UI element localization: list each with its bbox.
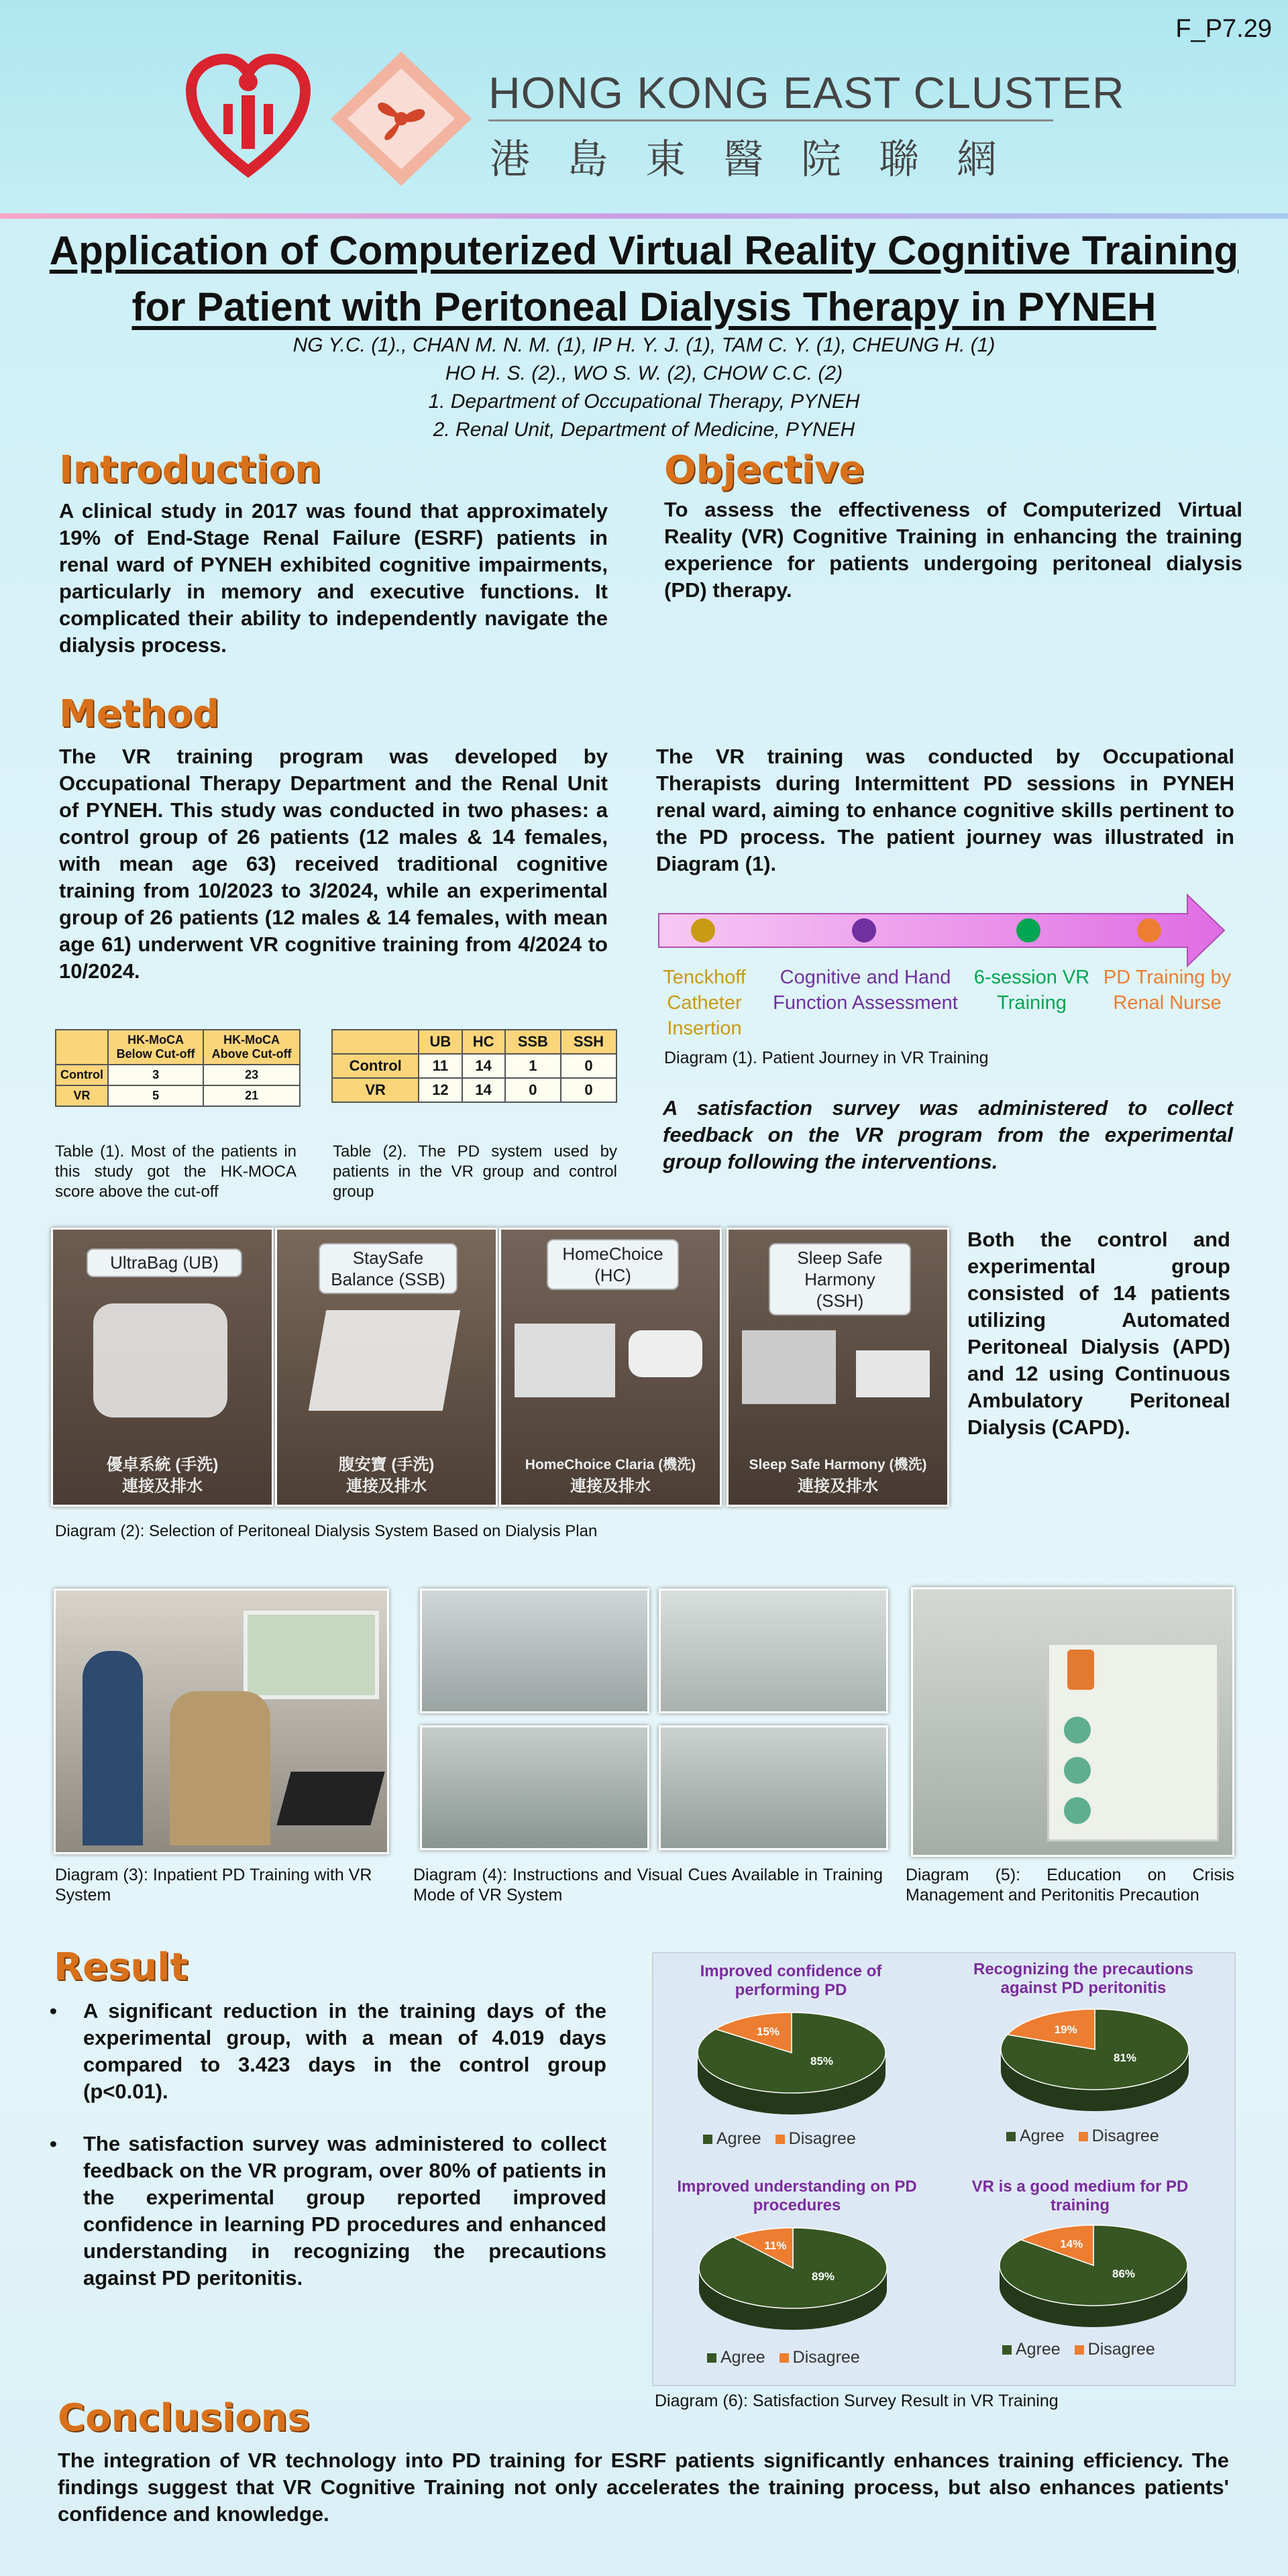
diagram6-caption: Diagram (6): Satisfaction Survey Result in VR Training (655, 2392, 1059, 2410)
option-a-icon (1064, 1717, 1091, 1743)
pie-label-agree: 81% (1113, 2051, 1137, 2064)
legend-disagree: Disagree (1091, 2127, 1159, 2145)
photo-inpatient-training (54, 1589, 389, 1854)
journey-step-4: PD Training by Renal Nurse (1103, 967, 1232, 1014)
survey-text: A satisfaction survey was administered to collect feedback on the VR program from the experimental group following the interventions. (663, 1096, 1233, 1173)
warning-icon (1067, 1650, 1094, 1690)
pie-label-agree: 86% (1112, 2267, 1136, 2280)
pie-chart-4 (986, 2215, 1201, 2336)
table2-header (332, 1030, 419, 1054)
journey-dot-3 (1016, 918, 1040, 943)
result-bullet-1 (50, 1998, 606, 2105)
objective-text: To assess the effectiveness of Computerized Virtual Reality (VR) Cognitive Training in enhancing the training experience for patients undergoing peritoneal dialysis (PD) therapy. (664, 498, 1242, 602)
journey-step-1: Tenckhoff Catheter Insertion (663, 967, 746, 1039)
introduction-text: A clinical study in 2017 was found that approximately 19% of End-Stage Renal Failure (ESRF) patients in renal ward of PYNEH exhibited cognitive impairments, particularly in memory and executive functions. It complicated their ability to independently navigate the dialysis process. (59, 499, 608, 657)
table2-cell: 1 (505, 1054, 561, 1078)
pie-chart-1 (684, 2002, 899, 2123)
system-label: UltraBag (UB) (87, 1248, 242, 1277)
therapist-illustration (83, 1651, 143, 1845)
result-bullet-2-text: The satisfaction survey was administered to collect feedback on the VR program, over 80% of patients in the experimental group reported improved confidence in learning PD procedures and enhanced understanding in recognizing the precautions against PD peritonitis. (83, 2132, 606, 2290)
photo-ultrabag (51, 1228, 274, 1507)
hkec-diamond-logo-icon (327, 48, 475, 189)
pie-4-legend (1002, 2340, 1155, 2359)
disagree-swatch (775, 2135, 785, 2144)
photo-sleepsafe (727, 1228, 949, 1507)
table2-header: UB (419, 1030, 462, 1054)
method-heading: Method (59, 692, 219, 736)
patient-illustration (170, 1691, 270, 1845)
system-zh-2: 連接及排水 (798, 1477, 878, 1495)
table2-cell: 14 (462, 1078, 505, 1102)
journey-caption: Diagram (1). Patient Journey in VR Training (664, 1049, 989, 1067)
pie-3-title: Improved understanding on PD procedures (677, 2178, 917, 2214)
systems-caption: Diagram (2): Selection of Peritoneal Dialysis System Based on Dialysis Plan (55, 1522, 598, 1540)
introduction-heading: Introduction (59, 448, 322, 492)
table1-cell: 23 (203, 1065, 300, 1085)
cluster-name-en: HONG KONG EAST CLUSTER (488, 68, 1125, 117)
bag-illustration (856, 1350, 930, 1397)
pie-1-legend (703, 2129, 856, 2149)
pie-label-agree: 89% (811, 2270, 835, 2283)
authors-line-1: NG Y.C. (1)., CHAN M. N. M. (1), IP H. Y. J. (1), TAM C. Y. (1), CHEUNG H. (1) (292, 334, 996, 356)
photo-vr-cue-2 (659, 1589, 888, 1713)
photo-crisis-education (911, 1587, 1234, 1857)
title-line-1: Application of Computerized Virtual Reality Cognitive Training (49, 228, 1239, 273)
table2-cell: Control (332, 1054, 419, 1078)
photo-vr-cue-4 (659, 1725, 888, 1850)
legend-agree: Agree (1020, 2127, 1065, 2145)
table2-cell: 11 (419, 1054, 462, 1078)
conclusions-heading: Conclusions (58, 2396, 310, 2440)
system-label: StaySafe Balance (SSB) (319, 1243, 458, 1294)
table2-cell: 0 (561, 1054, 616, 1078)
window-illustration (244, 1611, 379, 1699)
table1-cell: Control (56, 1065, 108, 1085)
table2-cell: 14 (462, 1054, 505, 1078)
system-label: Sleep Safe Harmony (SSH) (769, 1243, 911, 1316)
legend-disagree: Disagree (792, 2348, 860, 2367)
result-bullet-2 (50, 2131, 606, 2292)
pie-label-disagree: 14% (1060, 2237, 1083, 2251)
table-1 (55, 1029, 301, 1107)
table2-header: HC (462, 1030, 505, 1054)
table2-cell: 12 (419, 1078, 462, 1102)
method-text-left: The VR training program was developed by Occupational Therapy Department and the Renal Unit of PYNEH. This study was conducted in two phases: a control group of 26 patients (12 males & 14 females, with mean age 63) received traditional cognitive training from 10/2023 to 3/2024, while an experimental group of 26 patients (12 males & 14 females, with mean age 61) underwent VR cognitive training from 4/2024 to 10/2024. (59, 745, 608, 983)
pie-2-title: Recognizing the precautions against PD peritonitis (973, 1960, 1194, 1997)
system-zh-2: 連接及排水 (122, 1477, 203, 1495)
photo-homechoice (499, 1228, 722, 1507)
pie-label-disagree: 19% (1054, 2023, 1077, 2037)
authors-line-2: HO H. S. (2)., WO S. W. (2), CHOW C.C. (2) (445, 362, 843, 384)
machine-illustration (515, 1324, 615, 1397)
machine-illustration (742, 1330, 836, 1404)
option-c-icon (1064, 1797, 1091, 1824)
authors-block (0, 331, 1288, 444)
system-zh-1: 優卓系統 (手洗) (106, 1456, 219, 1474)
conclusions-text: The integration of VR technology into PD training for ESRF patients significantly enhances training efficiency. The findings suggest that VR Cognitive Training not only accelerates the training process, but also enhances patients' confidence and knowledge. (58, 2449, 1229, 2526)
title-line-2: for Patient with Peritoneal Dialysis Therapy in PYNEH (131, 284, 1157, 329)
table1-cell: 5 (108, 1085, 203, 1106)
apd-text: Both the control and experimental group consisted of 14 patients utilizing Automated Peritoneal Dialysis (APD) and 12 using Continuous Ambulatory Peritoneal Dialysis (CAPD). (967, 1228, 1230, 1439)
pie-chart-2 (987, 1999, 1202, 2120)
legend-disagree: Disagree (1087, 2340, 1155, 2359)
agree-swatch (703, 2135, 712, 2144)
header-divider (0, 213, 1288, 219)
system-zh-2: 連接及排水 (570, 1477, 651, 1495)
option-b-icon (1064, 1757, 1091, 1784)
system-zh-1: HomeChoice Claria (機洗) (525, 1457, 696, 1472)
disagree-swatch (1079, 2132, 1088, 2141)
diagram5-caption: Diagram (5): Education on Crisis Management and Peritonitis Precaution (906, 1866, 1234, 1904)
affiliation-1: 1. Department of Occupational Therapy, PYNEH (428, 390, 860, 413)
system-label: HomeChoice (HC) (547, 1239, 679, 1290)
method-text-right: The VR training was conducted by Occupational Therapists during Intermittent PD sessions in PYNEH renal ward, aiming to enhance cognitive skills pertinent to the PD process. The patient journey was illustrated in Diagram (1). (656, 745, 1234, 875)
table1-header: HK-MoCA Above Cut-off (203, 1030, 300, 1065)
table-2 (331, 1029, 617, 1103)
photo-staysafe (275, 1228, 498, 1507)
disagree-swatch (780, 2353, 789, 2363)
poster-title (27, 223, 1261, 335)
cluster-name-zh: 港島東醫院聯網 (490, 136, 1034, 183)
table2-cell: 0 (505, 1078, 561, 1102)
system-zh-2: 連接及排水 (346, 1477, 427, 1495)
legend-agree: Agree (720, 2348, 765, 2367)
objective-heading: Objective (664, 448, 865, 492)
bag-illustration (93, 1303, 227, 1417)
pie-label-disagree: 11% (764, 2239, 787, 2253)
diagram4-caption: Diagram (4): Instructions and Visual Cues Available in Training Mode of VR System (413, 1866, 883, 1904)
table2-cell: VR (332, 1078, 419, 1102)
poster-id: F_P7.29 (1175, 15, 1272, 43)
pie-label-disagree: 15% (757, 2025, 780, 2038)
journey-dot-2 (852, 918, 876, 943)
legend-agree: Agree (716, 2129, 761, 2148)
pie-label-agree: 85% (810, 2055, 834, 2068)
journey-arrow (657, 894, 1228, 967)
table2-cell: 0 (561, 1078, 616, 1102)
photo-vr-cue-1 (420, 1589, 649, 1713)
table1-cell: 21 (203, 1085, 300, 1106)
table2-header: SSH (561, 1030, 616, 1054)
agree-swatch (1006, 2132, 1016, 2141)
journey-dot-1 (691, 918, 715, 943)
pie-1-title: Improved confidence of performing PD (700, 1962, 882, 1999)
cluster-rule (488, 119, 1053, 121)
table2-caption: Table (2). The PD system used by patients in the VR group and control group (333, 1142, 617, 1201)
affiliation-2: 2. Renal Unit, Department of Medicine, PYNEH (433, 419, 855, 441)
agree-swatch (1002, 2345, 1012, 2355)
journey-step-2: Cognitive and Hand Function Assessment (773, 967, 958, 1014)
system-zh-1: 腹安寶 (手洗) (338, 1456, 435, 1474)
pie-2-legend (1006, 2127, 1159, 2146)
result-bullet-1-text: A significant reduction in the training days of the experimental group, with a mean of 4.019 days compared to 3.423 days in the control group (p<0.01). (83, 1999, 606, 2103)
table1-caption: Table (1). Most of the patients in this study got the HK-MOCA score above the cut-off (55, 1142, 297, 1201)
table2-header: SSB (505, 1030, 561, 1054)
bullet-icon: • (50, 2132, 57, 2155)
result-heading: Result (54, 1945, 189, 1989)
table1-header (56, 1030, 108, 1065)
laptop-illustration (276, 1772, 384, 1825)
bag-illustration (629, 1330, 702, 1377)
table1-cell: VR (56, 1085, 108, 1106)
photo-vr-cue-3 (420, 1725, 649, 1850)
journey-dot-4 (1137, 918, 1161, 943)
pie-chart-3 (686, 2218, 900, 2339)
pie-4-title: VR is a good medium for PD training (971, 2178, 1189, 2214)
pie-3-legend (707, 2348, 860, 2367)
bullet-icon: • (50, 1999, 57, 2023)
journey-step-3: 6-session VR Training (973, 967, 1090, 1014)
legend-disagree: Disagree (788, 2129, 856, 2148)
hospital-authority-logo-icon (181, 47, 315, 181)
disagree-swatch (1075, 2345, 1084, 2355)
legend-agree: Agree (1016, 2340, 1061, 2359)
device-illustration (309, 1310, 460, 1411)
table1-header: HK-MoCA Below Cut-off (108, 1030, 203, 1065)
diagram3-caption: Diagram (3): Inpatient PD Training with VR System (55, 1866, 372, 1904)
system-zh-1: Sleep Safe Harmony (機洗) (749, 1457, 927, 1472)
agree-swatch (707, 2353, 716, 2363)
table1-cell: 3 (108, 1065, 203, 1085)
